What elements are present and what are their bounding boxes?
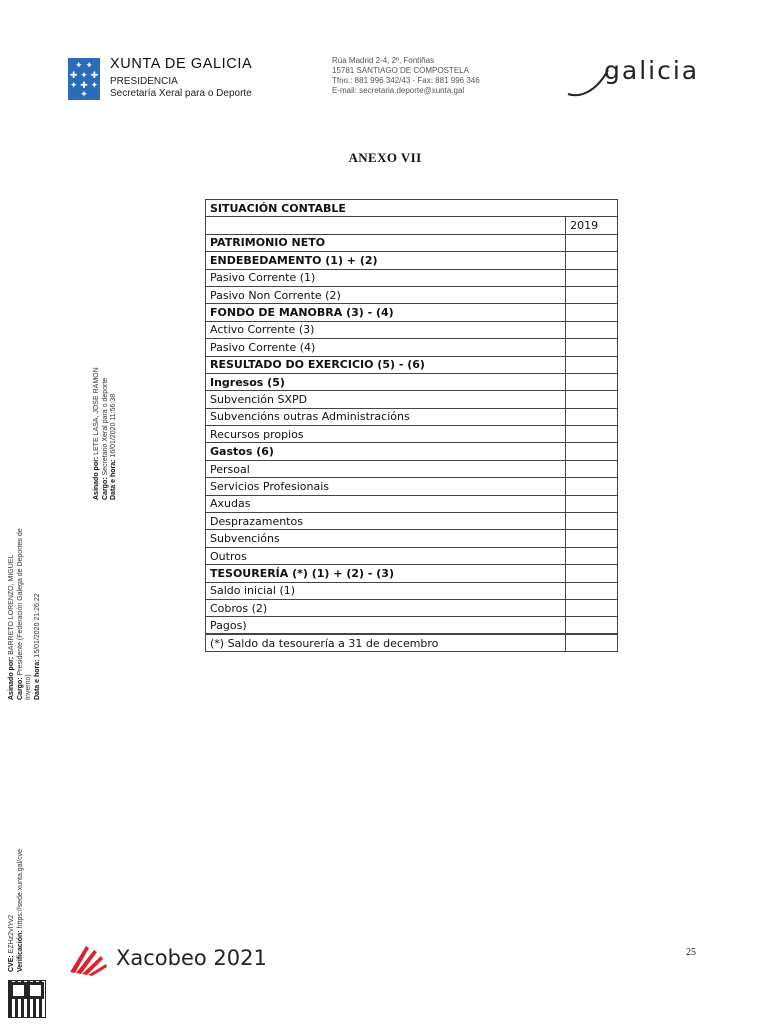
row-label: Subvencións outras Administracións (206, 408, 566, 425)
row-label: Axudas (206, 495, 566, 512)
row-label: TESOURERÍA (*) (1) + (2) - (3) (206, 565, 566, 582)
table-row (206, 582, 618, 599)
address-line: Tfno.: 881 996 342/43 - Fax: 881 996 346 (332, 76, 480, 85)
address-line: 15781 SANTIAGO DE COMPOSTELA (332, 66, 469, 75)
table-row (206, 373, 618, 390)
org-sub: Secretaría Xeral para o Deporte (110, 88, 252, 99)
row-value (566, 391, 618, 408)
xacobeo-brand: Xacobeo 2021 (116, 946, 267, 970)
qr-code-icon (8, 980, 46, 1018)
page-title: ANEXO VII (348, 150, 422, 165)
role-value: Secretario Xeral para o deporte (101, 377, 109, 476)
row-value (566, 252, 618, 269)
year-cell: 2019 (566, 217, 618, 234)
row-value (566, 478, 618, 495)
table-row (206, 443, 618, 460)
row-value (566, 408, 618, 425)
role-label: Cargo: (16, 677, 24, 700)
date-label: Data e hora: (33, 659, 41, 700)
table-row (206, 391, 618, 408)
row-value (566, 269, 618, 286)
table-row (206, 286, 618, 303)
signed-value: LETE LASA, JOSE RAMON (93, 367, 100, 455)
row-label: Pagos) (206, 617, 566, 634)
row-label: Desprazamentos (206, 513, 566, 530)
signature-stamp-2 (8, 528, 42, 700)
footnote: (*) Saldo da tesourería a 31 de decembro (206, 634, 566, 651)
signed-value: BARRETO LORENZO, MIGUEL (8, 554, 15, 655)
row-value (566, 599, 618, 616)
row-value (566, 321, 618, 338)
table-row (206, 513, 618, 530)
table-row (206, 408, 618, 425)
row-label: Pasivo Corrente (1) (206, 269, 566, 286)
table-row (206, 599, 618, 616)
row-value (566, 286, 618, 303)
row-label: RESULTADO DO EXERCICIO (5) - (6) (206, 356, 566, 373)
org-dept: PRESIDENCIA (110, 76, 178, 87)
row-value (566, 617, 618, 634)
address-line: Rúa Madrid 2-4, 2º, Fontiñas (332, 56, 435, 65)
role-value-cont: Inverno) (25, 674, 32, 700)
row-label: Gastos (6) (206, 443, 566, 460)
row-value (566, 304, 618, 321)
org-name: XUNTA DE GALICIA (110, 56, 253, 72)
table-row (206, 460, 618, 477)
row-label: Subvención SXPD (206, 391, 566, 408)
galicia-brand: galicia (604, 56, 700, 85)
table-row (206, 478, 618, 495)
verification-stamp (8, 849, 25, 972)
row-value (566, 582, 618, 599)
row-value (566, 339, 618, 356)
xacobeo-scallop-icon (66, 942, 110, 976)
table-row (206, 356, 618, 373)
table-row (206, 339, 618, 356)
row-value (566, 234, 618, 251)
role-value: Presidente (Federación Galega de Deportes de (16, 528, 24, 676)
date-label: Data e hora: (110, 459, 117, 500)
row-label: Servicios Profesionais (206, 478, 566, 495)
table-row (206, 426, 618, 443)
table-row (206, 234, 618, 251)
signed-label: Asinado por: (8, 656, 15, 700)
row-value (566, 530, 618, 547)
row-label: PATRIMONIO NETO (206, 234, 566, 251)
table-heading-row (206, 200, 618, 217)
row-label: Ingresos (5) (206, 373, 566, 390)
date-value: 16/01/2020 11:56:38 (110, 393, 117, 458)
page-number: 25 (686, 947, 696, 958)
row-value (566, 513, 618, 530)
row-value (566, 495, 618, 512)
row-label: Recursos propios (206, 426, 566, 443)
table-row (206, 565, 618, 582)
footnote-value (566, 634, 618, 651)
row-label: Activo Corrente (3) (206, 321, 566, 338)
address-block (332, 56, 480, 96)
cve-label: CVE: (8, 955, 15, 972)
row-label: Cobros (2) (206, 599, 566, 616)
role-label: Cargo: (101, 477, 109, 500)
table-row (206, 530, 618, 547)
footnote-row (206, 634, 618, 651)
row-label: FONDO DE MANOBRA (3) - (4) (206, 304, 566, 321)
address-line: E-mail: secretaria.deporte@xunta.gal (332, 86, 465, 95)
cve-value: EZHz2vIYv2 (8, 914, 15, 954)
table-row (206, 495, 618, 512)
table-row (206, 304, 618, 321)
xunta-header (110, 56, 252, 100)
row-value (566, 565, 618, 582)
row-value (566, 373, 618, 390)
year-row (206, 217, 618, 234)
row-value (566, 426, 618, 443)
row-label: Outros (206, 547, 566, 564)
row-label: Saldo inicial (1) (206, 582, 566, 599)
row-label: Persoal (206, 460, 566, 477)
table-heading-value (566, 200, 618, 217)
table-row (206, 547, 618, 564)
row-label: Subvencións (206, 530, 566, 547)
date-value: 15/01/2020 21:26:22 (33, 593, 41, 658)
row-value (566, 460, 618, 477)
table-row (206, 269, 618, 286)
table-heading: SITUACIÓN CONTABLE (206, 200, 566, 217)
table-row (206, 617, 618, 634)
verification-url: https://sede.xunta.gal/cve (16, 849, 24, 929)
verification-label: Verificación: (16, 930, 24, 972)
table-row (206, 252, 618, 269)
year-label-cell (206, 217, 566, 234)
row-value (566, 356, 618, 373)
row-value (566, 547, 618, 564)
signature-stamp-1 (93, 367, 119, 500)
signed-label: Asinado por: (93, 456, 100, 500)
table-row (206, 321, 618, 338)
xunta-crest-logo: ✦ ✦ ✚ ✦ ✚ ✦ ✚ ✦ ✦ (68, 58, 100, 100)
row-label: Pasivo Corrente (4) (206, 339, 566, 356)
row-value (566, 443, 618, 460)
row-label: Pasivo Non Corrente (2) (206, 286, 566, 303)
row-label: ENDEBEDAMENTO (1) + (2) (206, 252, 566, 269)
accounting-table (205, 199, 618, 652)
